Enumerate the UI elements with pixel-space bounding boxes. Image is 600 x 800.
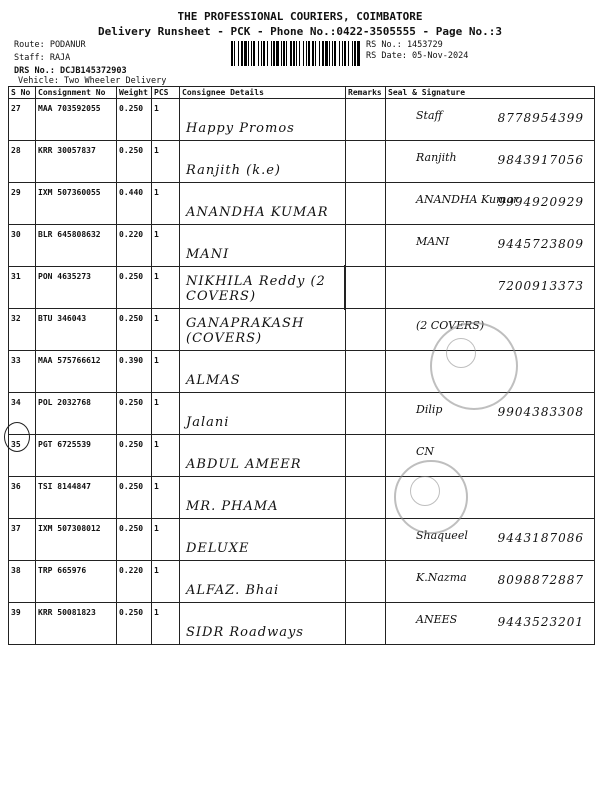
table-header-row bbox=[9, 87, 595, 99]
signature-text: (2 COVERS) bbox=[416, 319, 485, 332]
consignee-name: ANANDHA KUMAR bbox=[186, 205, 329, 220]
pcs-count: 1 bbox=[152, 477, 180, 519]
pcs-count: 1 bbox=[152, 435, 180, 477]
consignee-details-cell bbox=[180, 477, 346, 519]
weight-value: 0.250 bbox=[117, 267, 152, 309]
consignee-details-cell bbox=[180, 309, 346, 351]
remarks-cell bbox=[346, 99, 386, 141]
table-row bbox=[9, 603, 595, 645]
barcode-bar bbox=[357, 41, 360, 66]
remarks-cell bbox=[346, 183, 386, 225]
barcode-bar bbox=[251, 41, 252, 66]
consignment-number: POL 2032768 bbox=[36, 393, 117, 435]
table-row bbox=[9, 99, 595, 141]
remarks-cell bbox=[346, 141, 386, 183]
consignee-details-cell bbox=[180, 435, 346, 477]
table-row bbox=[9, 477, 595, 519]
row-serial-number: 30 bbox=[9, 225, 36, 267]
weight-value: 0.220 bbox=[117, 561, 152, 603]
signature-text: CN bbox=[416, 445, 435, 458]
receiver-phone: 8778954399 bbox=[497, 111, 584, 125]
consignee-name: ABDUL AMEER bbox=[186, 457, 302, 472]
row-serial-number: 37 bbox=[9, 519, 36, 561]
pcs-count: 1 bbox=[152, 351, 180, 393]
consignee-name: ALFAZ. Bhai bbox=[186, 583, 280, 598]
remarks-cell bbox=[346, 393, 386, 435]
column-header: Consignment No bbox=[36, 87, 117, 99]
receiver-phone: 9994920929 bbox=[497, 195, 584, 209]
consignment-number: MAA 575766612 bbox=[36, 351, 117, 393]
barcode-bar bbox=[241, 41, 243, 66]
weight-value: 0.250 bbox=[117, 477, 152, 519]
staff-label: Staff: RAJA bbox=[14, 53, 71, 63]
row-serial-number: 38 bbox=[9, 561, 36, 603]
barcode-bar bbox=[329, 41, 330, 66]
remarks-cell bbox=[346, 477, 386, 519]
rs-number: RS No.: 1453729 bbox=[366, 40, 443, 50]
barcode-bar bbox=[303, 41, 304, 66]
consignment-number: KRR 30057837 bbox=[36, 141, 117, 183]
receiver-phone: 9443187086 bbox=[497, 531, 584, 545]
barcode-bar bbox=[352, 41, 353, 66]
barcode-bar bbox=[286, 41, 287, 66]
signature-cell bbox=[386, 225, 595, 267]
barcode-bar bbox=[319, 41, 320, 66]
row-serial-number: 36 bbox=[9, 477, 36, 519]
row-serial-number: 33 bbox=[9, 351, 36, 393]
row-serial-number: 34 bbox=[9, 393, 36, 435]
remarks-cell bbox=[346, 309, 386, 351]
barcode-bar bbox=[312, 41, 314, 66]
barcode-bar bbox=[339, 41, 340, 66]
signature-text: Staff bbox=[416, 109, 443, 122]
barcode-bar bbox=[238, 41, 239, 66]
signature-text: MANI bbox=[416, 235, 450, 248]
barcode-bar bbox=[248, 41, 249, 66]
remarks-cell bbox=[346, 435, 386, 477]
signature-text: Ranjith bbox=[416, 151, 457, 164]
consignee-name: Ranjith (k.e) bbox=[186, 163, 281, 178]
remarks-cell bbox=[346, 519, 386, 561]
consignee-name: GANAPRAKASH (COVERS) bbox=[186, 316, 305, 346]
pcs-count: 1 bbox=[152, 519, 180, 561]
signature-text: ANEES bbox=[416, 613, 458, 626]
weight-value: 0.250 bbox=[117, 99, 152, 141]
table-row bbox=[9, 267, 595, 309]
remarks-cell bbox=[346, 603, 386, 645]
barcode-bar bbox=[315, 41, 316, 66]
weight-value: 0.390 bbox=[117, 351, 152, 393]
remarks-cell bbox=[346, 561, 386, 603]
weight-value: 0.440 bbox=[117, 183, 152, 225]
table-row bbox=[9, 183, 595, 225]
seal-stamp bbox=[394, 460, 468, 534]
consignee-details-cell bbox=[180, 225, 346, 267]
pcs-count: 1 bbox=[152, 603, 180, 645]
consignee-details-cell bbox=[180, 141, 346, 183]
weight-value: 0.220 bbox=[117, 225, 152, 267]
consignee-name: MANI bbox=[186, 247, 230, 262]
barcode-bar bbox=[334, 41, 336, 66]
barcode-bar bbox=[354, 41, 356, 66]
barcode-bar bbox=[299, 41, 300, 66]
table-row bbox=[9, 561, 595, 603]
column-header: Remarks bbox=[346, 87, 386, 99]
consignment-number: KRR 50081823 bbox=[36, 603, 117, 645]
barcode-bar bbox=[263, 41, 265, 66]
pcs-count: 1 bbox=[152, 99, 180, 141]
barcode-bar bbox=[322, 41, 324, 66]
row-serial-number: 27 bbox=[9, 99, 36, 141]
weight-value: 0.250 bbox=[117, 519, 152, 561]
signature-cell bbox=[386, 99, 595, 141]
receiver-phone: 9843917056 bbox=[497, 153, 584, 167]
consignee-details-cell bbox=[180, 603, 346, 645]
table-row bbox=[9, 141, 595, 183]
consignee-name: Jalani bbox=[186, 415, 230, 430]
table-row bbox=[9, 393, 595, 435]
barcode-bar bbox=[276, 41, 279, 66]
weight-value: 0.250 bbox=[117, 141, 152, 183]
consignment-number: MAA 703592055 bbox=[36, 99, 117, 141]
barcode-bar bbox=[283, 41, 285, 66]
consignment-number: PON 4635273 bbox=[36, 267, 117, 309]
consignee-details-cell bbox=[180, 393, 346, 435]
consignee-details-cell bbox=[180, 519, 346, 561]
row-serial-number: 35 bbox=[9, 435, 36, 477]
weight-value: 0.250 bbox=[117, 603, 152, 645]
consignee-name: MR. PHAMA bbox=[186, 499, 279, 514]
receiver-phone: 9904383308 bbox=[497, 405, 584, 419]
barcode-bar bbox=[267, 41, 268, 66]
barcode-bar bbox=[308, 41, 310, 66]
pcs-count: 1 bbox=[152, 183, 180, 225]
remarks-cell bbox=[346, 267, 386, 309]
receiver-phone: 9445723809 bbox=[497, 237, 584, 251]
barcode-bar bbox=[271, 41, 272, 66]
row-serial-number: 39 bbox=[9, 603, 36, 645]
barcode bbox=[231, 41, 361, 66]
signature-text: K.Nazma bbox=[416, 571, 467, 584]
barcode-bar bbox=[342, 41, 343, 66]
table-row bbox=[9, 225, 595, 267]
signature-cell bbox=[386, 561, 595, 603]
signature-text: Dilip bbox=[416, 403, 443, 416]
signature-cell bbox=[386, 183, 595, 225]
barcode-bar bbox=[296, 41, 297, 66]
pcs-count: 1 bbox=[152, 225, 180, 267]
barcode-bar bbox=[234, 41, 235, 66]
rs-date: RS Date: 05-Nov-2024 bbox=[366, 51, 469, 61]
consignment-number: IXM 507308012 bbox=[36, 519, 117, 561]
hand-drawn-circle bbox=[4, 422, 30, 452]
weight-value: 0.250 bbox=[117, 309, 152, 351]
column-header: Weight bbox=[117, 87, 152, 99]
row-serial-number: 28 bbox=[9, 141, 36, 183]
consignee-details-cell bbox=[180, 99, 346, 141]
barcode-bar bbox=[244, 41, 247, 66]
barcode-bar bbox=[306, 41, 307, 66]
consignee-name: SIDR Roadways bbox=[186, 625, 304, 640]
consignment-number: TSI 8144847 bbox=[36, 477, 117, 519]
table-row bbox=[9, 519, 595, 561]
route-label: Route: PODANUR bbox=[14, 40, 86, 50]
pcs-count: 1 bbox=[152, 309, 180, 351]
row-serial-number: 32 bbox=[9, 309, 36, 351]
weight-value: 0.250 bbox=[117, 435, 152, 477]
seal-stamp bbox=[430, 322, 518, 410]
barcode-bar bbox=[261, 41, 262, 66]
document-subtitle: Delivery Runsheet - PCK - Phone No.:0422-3505555 - Page No.:3 bbox=[98, 25, 502, 38]
barcode-bar bbox=[348, 41, 349, 66]
document-title: THE PROFESSIONAL COURIERS, COIMBATORE bbox=[177, 10, 423, 23]
vehicle-label: Vehicle: Two Wheeler Delivery bbox=[18, 76, 167, 86]
consignment-number: IXM 507360055 bbox=[36, 183, 117, 225]
remarks-cell bbox=[346, 351, 386, 393]
barcode-bar bbox=[231, 41, 233, 66]
signature-cell bbox=[386, 141, 595, 183]
barcode-bar bbox=[253, 41, 255, 66]
consignee-details-cell bbox=[180, 351, 346, 393]
barcode-bar bbox=[281, 41, 282, 66]
consignee-details-cell bbox=[180, 267, 346, 309]
receiver-phone: 7200913373 bbox=[497, 279, 584, 293]
consignee-name: DELUXE bbox=[186, 541, 250, 556]
remarks-cell bbox=[346, 225, 386, 267]
barcode-bar bbox=[325, 41, 328, 66]
consignment-number: PGT 6725539 bbox=[36, 435, 117, 477]
signature-cell bbox=[386, 603, 595, 645]
pcs-count: 1 bbox=[152, 393, 180, 435]
signature-text: Shaqueel bbox=[416, 529, 468, 542]
pcs-count: 1 bbox=[152, 561, 180, 603]
consignment-number: TRP 665976 bbox=[36, 561, 117, 603]
barcode-bar bbox=[293, 41, 295, 66]
consignment-number: BTU 346043 bbox=[36, 309, 117, 351]
row-serial-number: 31 bbox=[9, 267, 36, 309]
drs-number: DRS No.: DCJB145372903 bbox=[14, 66, 127, 76]
table-row bbox=[9, 435, 595, 477]
barcode-bar bbox=[258, 41, 259, 66]
signature-text: ANANDHA Kumar bbox=[416, 193, 519, 206]
column-header: PCS bbox=[152, 87, 180, 99]
consignee-name: NIKHILA Reddy (2 COVERS) bbox=[186, 274, 326, 304]
pcs-count: 1 bbox=[152, 141, 180, 183]
consignee-details-cell bbox=[180, 183, 346, 225]
barcode-bar bbox=[273, 41, 275, 66]
consignee-details-cell bbox=[180, 561, 346, 603]
pcs-count: 1 bbox=[152, 267, 180, 309]
receiver-phone: 9443523201 bbox=[497, 615, 584, 629]
consignment-number: BLR 645808632 bbox=[36, 225, 117, 267]
consignee-name: ALMAS bbox=[186, 373, 241, 388]
weight-value: 0.250 bbox=[117, 393, 152, 435]
column-header: Seal & Signature bbox=[386, 87, 595, 99]
signature-cell bbox=[386, 267, 595, 309]
consignee-name: Happy Promos bbox=[186, 121, 295, 136]
barcode-bar bbox=[332, 41, 333, 66]
barcode-bar bbox=[344, 41, 346, 66]
receiver-phone: 8098872887 bbox=[497, 573, 584, 587]
column-header: Consignee Details bbox=[180, 87, 346, 99]
column-header: S No bbox=[9, 87, 36, 99]
hand-drawn-bracket bbox=[340, 265, 345, 310]
row-serial-number: 29 bbox=[9, 183, 36, 225]
barcode-bar bbox=[290, 41, 292, 66]
